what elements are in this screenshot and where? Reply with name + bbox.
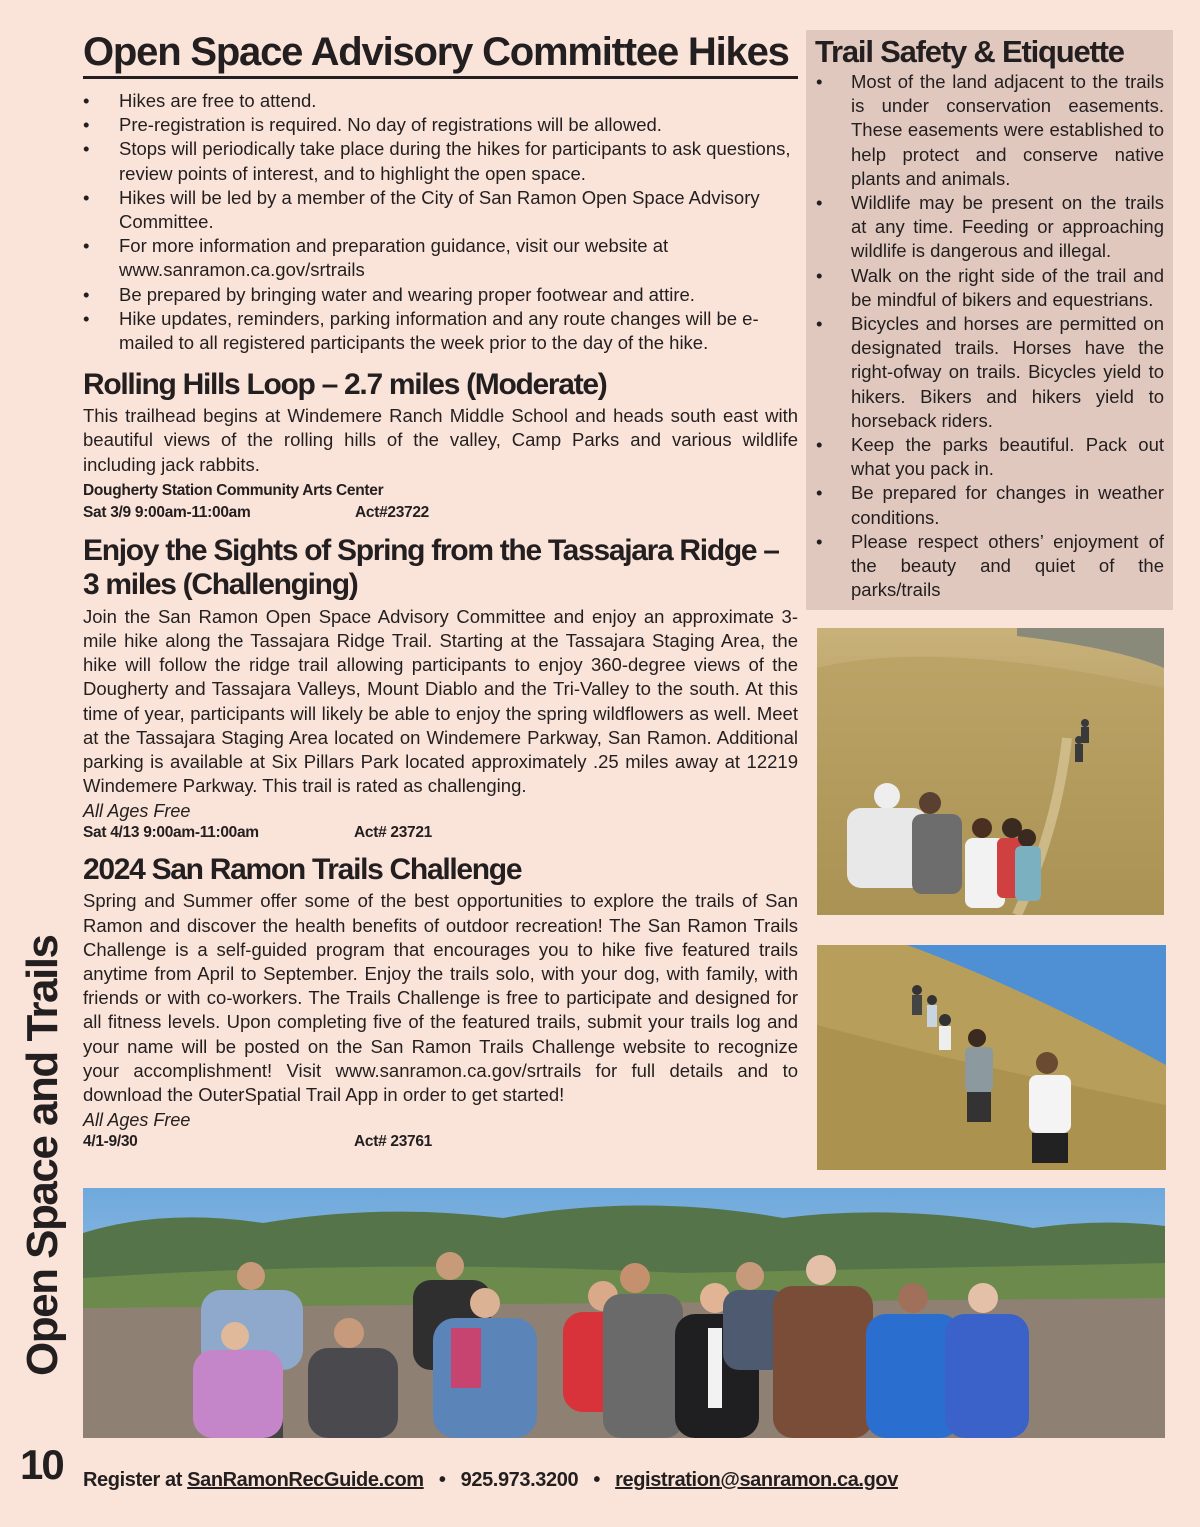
- group-photo: [83, 1188, 1165, 1438]
- list-item: • Hike updates, reminders, parking information and any route changes will be e-mailed to all registered participants the week prior to the day of the hike.: [83, 307, 759, 354]
- hike-date: Sat 3/9 9:00am-11:00am: [83, 503, 251, 521]
- hike-info-list: [83, 89, 798, 355]
- challenge-description: Spring and Summer offer some of the best opportunities to explore the trails of San Ramon and discover the health benefits of outdoor recreation! The San Ramon Trails Challenge is a self-guided program that encourages you to hike five featured trails anytime from April to September. Enjoy the trails solo, with your dog, with family, with friends or with co-workers. The Trails Challenge is free to participate and designed for all fitness levels. Upon completing five of the featured trails, submit your trails log and your name will be posted on the San Ramon Trails Challenge website to recognize your accomplishment! Visit www.sanramon.ca.gov/srtrails for full details and to download the OuterSpatial Trail App in order to get started!: [83, 890, 798, 1106]
- challenge-schedule: [83, 1131, 798, 1153]
- list-item: • Walk on the right side of the trail and be mindful of bikers and equestrians.: [816, 264, 1164, 310]
- safety-list: [806, 70, 1173, 602]
- list-item: • Be prepared for changes in weather conditions.: [816, 482, 1164, 528]
- hike-description: This trailhead begins at Windemere Ranch Middle School and heads south east with beautiful views of the rolling hills of the valley, Camp Parks and various wildlife including jack rabbits.: [83, 405, 798, 475]
- list-item: • Hikes will be led by a member of the City of San Ramon Open Space Advisory Committee.: [83, 186, 760, 233]
- separator: •: [438, 1469, 446, 1491]
- activity-number: Act# 23721: [354, 824, 433, 842]
- trail-safety-box: [806, 30, 1173, 610]
- hike-date: Sat 4/13 9:00am-11:00am: [83, 824, 259, 842]
- hike-title-tassajara-ridge: Enjoy the Sights of Spring from the Tassajara Ridge – 3 miles (Challenging): [83, 533, 779, 601]
- trails-challenge-title: 2024 San Ramon Trails Challenge: [83, 853, 522, 887]
- section-side-label: Open Space and Trails: [18, 935, 67, 1376]
- list-item: • Wildlife may be present on the trails at any time. Feeding or approaching wildlife is dangerous and illegal.: [816, 192, 1164, 262]
- email-link[interactable]: registration@sanramon.ca.gov: [615, 1469, 898, 1491]
- hike-schedule: [83, 502, 798, 524]
- sidebar-title: Trail Safety & Etiquette: [815, 34, 1124, 69]
- list-item: • For more information and preparation guidance, visit our website at www.sanramon.ca.gov/srtrails: [83, 235, 669, 281]
- hikers-hill-photo: [817, 628, 1164, 915]
- separator: •: [593, 1469, 600, 1491]
- list-item: • Pre-registration is required. No day of registrations will be allowed.: [83, 114, 662, 136]
- list-item: • Please respect others’ enjoyment of the beauty and quiet of the parks/trails: [816, 530, 1164, 601]
- list-item: • Bicycles and horses are permitted on designated trails. Horses have the right-ofway on trails. Bicycles yield to hikers. Bikers and hikers yield to horseback riders.: [816, 313, 1164, 431]
- activity-number: Act#23722: [355, 503, 429, 521]
- ages-price: All Ages Free: [83, 801, 191, 822]
- phone-number: 925.973.3200: [460, 1469, 579, 1491]
- hike-title-rolling-hills: Rolling Hills Loop – 2.7 miles (Moderate): [83, 368, 607, 402]
- register-label: Register at: [83, 1469, 182, 1491]
- list-item: • Most of the land adjacent to the trails is under conservation easements. These easements were established to help protect and conserve native plants and animals.: [816, 71, 1164, 189]
- list-item: • Keep the parks beautiful. Pack out what you pack in.: [816, 434, 1164, 480]
- main-column: [83, 30, 798, 1153]
- ages-price: All Ages Free: [83, 1110, 191, 1131]
- list-item: • Hikes are free to attend.: [83, 90, 317, 111]
- page-number: 10: [20, 1441, 63, 1488]
- activity-number: Act# 23761: [354, 1133, 433, 1151]
- list-item: • Stops will periodically take place during the hikes for participants to ask questions, review points of interest, and to highlight the open space.: [83, 138, 791, 184]
- hike-location: Dougherty Station Community Arts Center: [83, 481, 384, 499]
- footer: [83, 1466, 898, 1494]
- page-title: Open Space Advisory Committee Hikes: [83, 30, 798, 79]
- hike-description: Join the San Ramon Open Space Advisory Committee and enjoy an approximate 3-mile hike along the Tassajara Ridge Trail. Starting at the Tassajara Staging Area, the hike will follow the ridge trail allowing participants to enjoy 360-degree views of the Dougherty and Tassajara Valleys, Mount Diablo and the Tri-Valley to the south. At this time of year, participants will likely be able to enjoy the spring wildflowers as well. Meet at the Tassajara Staging Area located on Windemere Parkway, San Ramon. Additional parking is available at Six Pillars Park located approximately .25 miles away at 12219 Windemere Parkway. This trail is rated as challenging.: [83, 605, 798, 797]
- hike-schedule: [83, 822, 798, 844]
- website-link[interactable]: SanRamonRecGuide.com: [187, 1469, 424, 1491]
- challenge-dates: 4/1-9/30: [83, 1133, 138, 1151]
- list-item: • Be prepared by bringing water and wearing proper footwear and attire.: [83, 283, 695, 305]
- hikers-slope-photo: [817, 945, 1166, 1170]
